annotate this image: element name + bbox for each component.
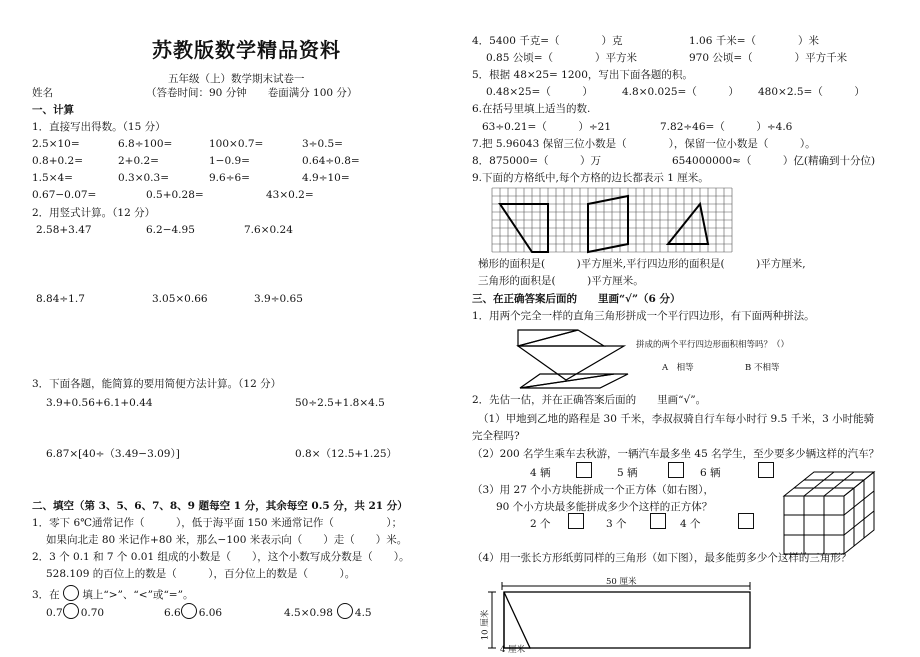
calc-item: 4.9÷10= [302,172,350,184]
fill-q4a1: 4．5400 千克=（ ）克 [472,35,623,47]
fill-q2b: 528.109 的百位上的数是（ ），百分位上的数是（ ）。 [46,568,356,580]
calc-item: 6.8÷100= [118,138,173,150]
calc-item: 0.8+0.2= [32,155,83,167]
calc-item: 0.67−0.07= [32,189,97,201]
compare-item: 4.5×0.98 4.5 [284,603,372,620]
fill-q4b1: 0.85 公顷=（ ）平方米 [486,52,638,64]
simplify-item: 3.9+0.56+6.1+0.44 [46,397,153,409]
calc-item: 1.5×4= [32,172,73,184]
rect-width-label: 50 厘米 [606,577,637,587]
calc-item: 0.64÷0.8= [302,155,360,167]
fill-q5: 5．根据 48×25= 1200，写出下面各题的积。 [472,69,693,81]
product-item: 480×2.5=（ ） [758,86,865,98]
s3-q2-1b: 完全程吗? [472,430,520,442]
s3-q1-ask: 拼成的两个平行四边形面积相等吗？（） [636,340,790,350]
fill-q9a: 梯形的面积是( )平方厘米,平行四边形的面积是( )平方厘米, [478,258,806,270]
vertical-calc-item: 3.05×0.66 [152,293,208,305]
s3-q2-2: （2）200 名学生乘车去秋游，一辆汽车最多坐 45 名学生，至少要多少辆这样的汽车？ [472,448,880,460]
calc-item: 100×0.7= [209,138,264,150]
compare-circle-icon[interactable] [337,603,353,619]
section-1-heading: 一、计算 [32,104,74,116]
answer-box[interactable] [576,462,592,478]
calc-item: 3÷0.5= [302,138,343,150]
simplify-item: 50÷2.5+1.8×4.5 [295,397,385,409]
product-item: 4.8×0.025=（ ） [622,86,739,98]
calc-item: 9.6÷6= [209,172,250,184]
s3-q2-3b: 90 个小方块最多能拼成多少个这样的正方体？ [496,501,713,513]
fill-q9: 9.下面的方格纸中,每个方格的边长都表示 1 厘米。 [472,172,709,184]
name-label: 姓名 [32,87,53,99]
fill-q1b: 如果向北走 80 米记作+80 米，那么−100 米表示向（ ）走（ ）米。 [46,534,408,546]
fill-q9b: 三角形的面积是( )平方厘米。 [478,275,644,287]
vertical-calc-item: 3.9÷0.65 [254,293,303,305]
equiv-item: 7.82÷46=（ ）÷4.6 [660,121,793,133]
equiv-item: 63÷0.21=（ ）÷21 [482,121,611,133]
vertical-calc-item: 7.6×0.24 [244,224,293,236]
product-item: 0.48×25=（ ） [486,86,593,98]
s3-q1: 1．用两个完全一样的直角三角形拼成一个平行四边形，有下面两种拼法。 [472,310,815,322]
compare-circle-icon [63,585,79,601]
calc-item: 0.3×0.3= [118,172,169,184]
exam-subtitle: 五年级（上）数学期末试卷一 [168,73,305,85]
time-info: （答卷时间：90 分钟 卷面满分 100 分） [146,87,358,99]
fill-q7: 7.把 5.96043 保留三位小数是（ ），保留一位小数是（ ）。 [472,138,816,150]
fill-q3-pre: 3．在 [32,589,60,601]
s3-q2-3a: （3）用 27 个小方块能拼成一个正方体（如右图）， [472,484,714,496]
bus-option: 6 辆 [700,467,721,479]
calc-item: 43×0.2= [266,189,314,201]
fill-q4b2: 970 公顷=（ ）平方千米 [689,52,848,64]
vertical-calc-item: 8.84÷1.7 [36,293,85,305]
compare-circle-icon[interactable] [181,603,197,619]
rect-base-label: 4 厘米 [500,645,526,655]
fill-q8a: 8．875000=（ ）万 [472,155,602,167]
compare-item: 6.6 6.06 [164,603,222,620]
fill-q3 [32,585,193,602]
calc-item: 0.5+0.28= [146,189,204,201]
fill-q2a: 2．3 个 0.1 和 7 个 0.01 组成的小数是（ ），这个小数写成分数是（ ）。 [32,551,410,563]
triangle-arrangement-2 [520,360,630,390]
answer-box[interactable] [738,513,754,529]
section-2-heading: 二、填空（第 3、5、6、7、8、9 题每空 1 分，其余每空 0.5 分，共 21 分） [32,500,408,512]
fill-q6: 6.在括号里填上适当的数. [472,103,591,115]
s1-q3-label: 3．下面各题，能简算的要用简便方法计算。（12 分） [32,378,282,390]
simplify-item: 6.87×[40÷（3.49−3.09）] [46,448,180,460]
s3-q2-4: （4）用一张长方形纸剪同样的三角形（如下图），最多能剪多少个这样的三角形？ [472,552,852,564]
fill-q4a2: 1.06 千米=（ ）米 [689,35,820,47]
vertical-calc-item: 6.2−4.95 [146,224,195,236]
answer-box[interactable] [650,513,666,529]
simplify-item: 0.8×（12.5+1.25） [295,448,398,460]
cube-figure [782,470,878,556]
cube-option: 4 个 [680,518,701,530]
triangle-shape [668,204,708,244]
rectangle-paper-figure [486,580,752,651]
compare-circle-icon[interactable] [63,603,79,619]
rect-height-label: 10 厘米 [480,609,491,641]
fill-q3-post: 填上“>”、“<”或“=”。 [82,589,194,601]
answer-box[interactable] [568,513,584,529]
bus-option: 4 辆 [530,467,551,479]
calc-item: 2.5×10= [32,138,80,150]
compare-item: 0.7 0.70 [46,603,104,620]
cube-option: 2 个 [530,518,551,530]
bus-option: 5 辆 [617,467,638,479]
section-3-heading: 三、在正确答案后面的 里画“√”（6 分） [472,293,681,305]
s3-q2-1a: （1）甲地到乙地的路程是 30 千米，李叔叔骑自行车每小时行 9.5 千米，3 小时能骑 [478,413,875,425]
option-a[interactable]: A 相等 [662,363,694,373]
vertical-calc-item: 2.58+3.47 [36,224,92,236]
answer-box[interactable] [758,462,774,478]
fill-q8b: 654000000≈（ ）亿(精确到十分位) [672,155,876,167]
grid-figure [492,188,732,253]
page-title: 苏教版数学精品资料 [152,38,341,62]
fill-q1a: 1．零下 6℃通常记作（ ），低于海平面 150 米通常记作（ ）； [32,517,403,529]
cube-option: 3 个 [606,518,627,530]
calc-item: 2+0.2= [118,155,159,167]
s1-q1-label: 1．直接写出得数。（15 分） [32,121,166,133]
calc-item: 1−0.9= [209,155,250,167]
option-b[interactable]: B 不相等 [745,363,780,373]
parallelogram-shape [588,196,628,252]
s1-q2-label: 2．用竖式计算。（12 分） [32,207,156,219]
answer-box[interactable] [668,462,684,478]
s3-q2: 2．先估一估，并在正确答案后面的 里画“√”。 [472,394,707,406]
grid-lines [492,188,732,252]
